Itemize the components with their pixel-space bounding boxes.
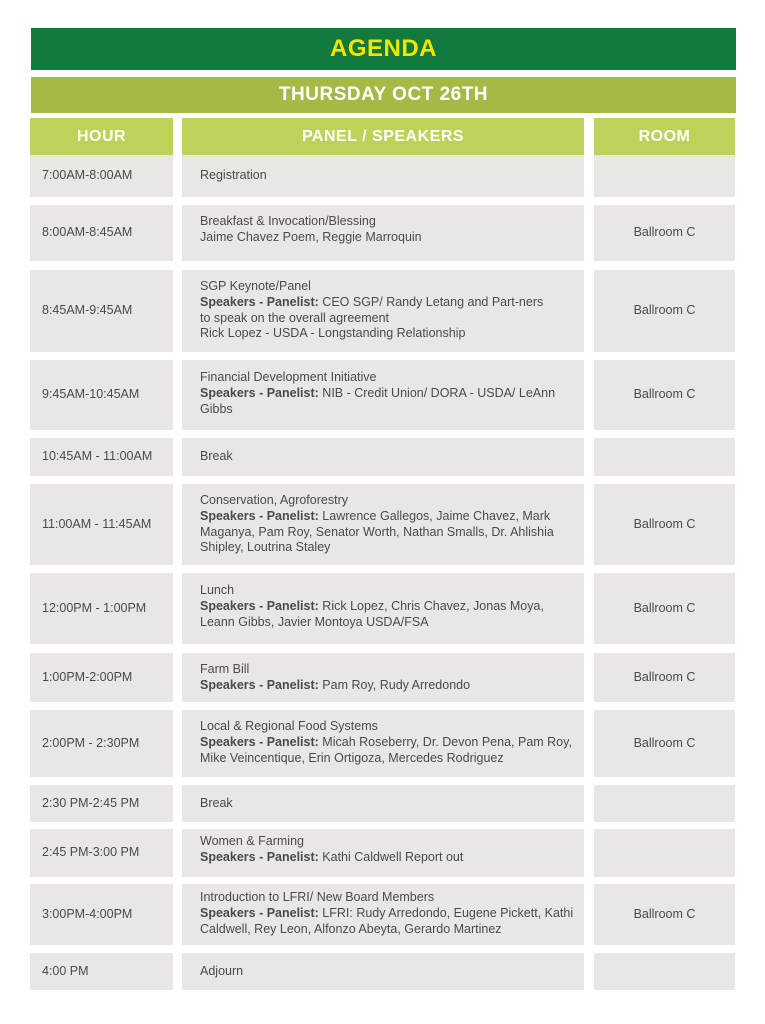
speakers-names: CEO SGP/ Randy Letang and Part-ners to speak on the overall agreement	[200, 294, 544, 325]
agenda-row	[0, 653, 765, 702]
session-title: Local & Regional Food Systems	[200, 719, 378, 733]
hour-cell: 10:45AM - 11:00AM	[30, 438, 173, 476]
session-speakers	[200, 599, 544, 631]
hour-cell: 9:45AM-10:45AM	[30, 360, 173, 430]
agenda-row	[0, 270, 765, 352]
agenda-row	[0, 884, 765, 945]
session-title: Breakfast & Invocation/Blessing	[200, 214, 376, 228]
agenda-row	[0, 155, 765, 197]
room-cell: Ballroom C	[594, 484, 735, 565]
speakers-names: Pam Roy, Rudy Arredondo	[322, 677, 471, 692]
agenda-row	[0, 829, 765, 877]
session-title: Break	[200, 449, 233, 464]
room-cell: Ballroom C	[594, 360, 735, 430]
hour-cell: 8:00AM-8:45AM	[30, 205, 173, 261]
speakers-label: Speakers - Panelist:	[200, 849, 319, 864]
speakers-label: Speakers - Panelist:	[200, 508, 319, 523]
session-speakers	[200, 850, 572, 866]
speakers-label: Speakers - Panelist:	[200, 598, 319, 613]
session-speakers	[200, 906, 578, 938]
panel-cell	[182, 573, 584, 644]
session-speakers	[200, 678, 572, 694]
speakers-names: Rick Lopez, Chris Chavez, Jonas Moya, Leann Gibbs, Javier Montoya USDA/FSA	[200, 598, 544, 629]
hour-cell: 2:30 PM-2:45 PM	[30, 785, 173, 822]
session-title: SGP Keynote/Panel	[200, 279, 311, 293]
speakers-names: Kathi Caldwell Report out	[322, 849, 464, 864]
agenda-row	[0, 360, 765, 430]
panel-cell	[182, 360, 584, 430]
speakers-names: LFRI: Rudy Arredondo, Eugene Pickett, Kathi Caldwell, Rey Leon, Alfonzo Abeyta, Gerardo Martinez	[200, 905, 574, 936]
column-header-panel: PANEL / SPEAKERS	[182, 118, 584, 155]
panel-cell	[182, 953, 584, 990]
agenda-row	[0, 785, 765, 822]
speakers-names: Lawrence Gallegos, Jaime Chavez, Mark Maganya, Pam Roy, Senator Worth, Nathan Smalls, Dr. Ahlishia Shipley, Loutrina Staley	[200, 508, 554, 555]
room-cell: Ballroom C	[594, 270, 735, 352]
speakers-label: Speakers - Panelist:	[200, 734, 319, 749]
room-cell: Ballroom C	[594, 205, 735, 261]
hour-cell: 8:45AM-9:45AM	[30, 270, 173, 352]
hour-cell: 2:00PM - 2:30PM	[30, 710, 173, 777]
agenda-row	[0, 205, 765, 261]
panel-cell	[182, 155, 584, 197]
room-cell	[594, 155, 735, 197]
session-title: Adjourn	[200, 963, 244, 978]
session-speakers	[200, 386, 556, 418]
session-title: Conservation, Agroforestry	[200, 493, 348, 507]
session-title: Break	[200, 795, 233, 810]
hour-cell: 12:00PM - 1:00PM	[30, 573, 173, 644]
speakers-names: Micah Roseberry, Dr. Devon Pena, Pam Roy, Mike Veincentique, Erin Ortigoza, Mercedes Rodriguez	[200, 734, 572, 765]
agenda-row	[0, 438, 765, 476]
panel-cell	[182, 653, 584, 702]
hour-cell: 11:00AM - 11:45AM	[30, 484, 173, 565]
session-speakers	[200, 295, 550, 327]
hour-cell: 1:00PM-2:00PM	[30, 653, 173, 702]
session-title: Women & Farming	[200, 834, 304, 848]
panel-cell	[182, 484, 584, 565]
panel-cell	[182, 884, 584, 945]
hour-cell: 4:00 PM	[30, 953, 173, 990]
room-cell	[594, 953, 735, 990]
room-cell: Ballroom C	[594, 710, 735, 777]
speakers-label: Speakers - Panelist:	[200, 294, 319, 309]
column-header-room: ROOM	[594, 118, 735, 155]
speakers-label: Speakers - Panelist:	[200, 905, 319, 920]
panel-cell	[182, 785, 584, 822]
session-speakers	[200, 735, 576, 767]
room-cell: Ballroom C	[594, 884, 735, 945]
room-cell	[594, 829, 735, 877]
speakers-label: Speakers - Panelist:	[200, 385, 319, 400]
hour-cell: 3:00PM-4:00PM	[30, 884, 173, 945]
session-speakers	[200, 509, 564, 556]
agenda-row	[0, 710, 765, 777]
session-title: Farm Bill	[200, 662, 250, 676]
column-header-hour: HOUR	[30, 118, 173, 155]
session-title: Introduction to LFRI/ New Board Members	[200, 890, 435, 904]
hour-cell: 7:00AM-8:00AM	[30, 155, 173, 197]
speakers-names: NIB - Credit Union/ DORA - USDA/ LeAnn Gibbs	[200, 385, 556, 416]
panel-cell	[182, 438, 584, 476]
panel-cell	[182, 205, 584, 261]
panel-cell	[182, 270, 584, 352]
room-cell	[594, 785, 735, 822]
session-title: Financial Development Initiative	[200, 370, 377, 384]
speakers-label: Speakers - Panelist:	[200, 677, 319, 692]
agenda-row	[0, 953, 765, 990]
room-cell: Ballroom C	[594, 653, 735, 702]
session-line: Rick Lopez - USDA - Longstanding Relationship	[200, 326, 466, 341]
agenda-title: AGENDA	[31, 28, 736, 70]
room-cell: Ballroom C	[594, 573, 735, 644]
session-title: Lunch	[200, 583, 235, 597]
room-cell	[594, 438, 735, 476]
panel-cell	[182, 710, 584, 777]
hour-cell: 2:45 PM-3:00 PM	[30, 829, 173, 877]
session-title: Registration	[200, 168, 267, 183]
day-title: THURSDAY OCT 26TH	[31, 77, 736, 113]
agenda-row	[0, 573, 765, 644]
panel-cell	[182, 829, 584, 877]
agenda-row	[0, 484, 765, 565]
session-line: Jaime Chavez Poem, Reggie Marroquin	[200, 229, 422, 244]
